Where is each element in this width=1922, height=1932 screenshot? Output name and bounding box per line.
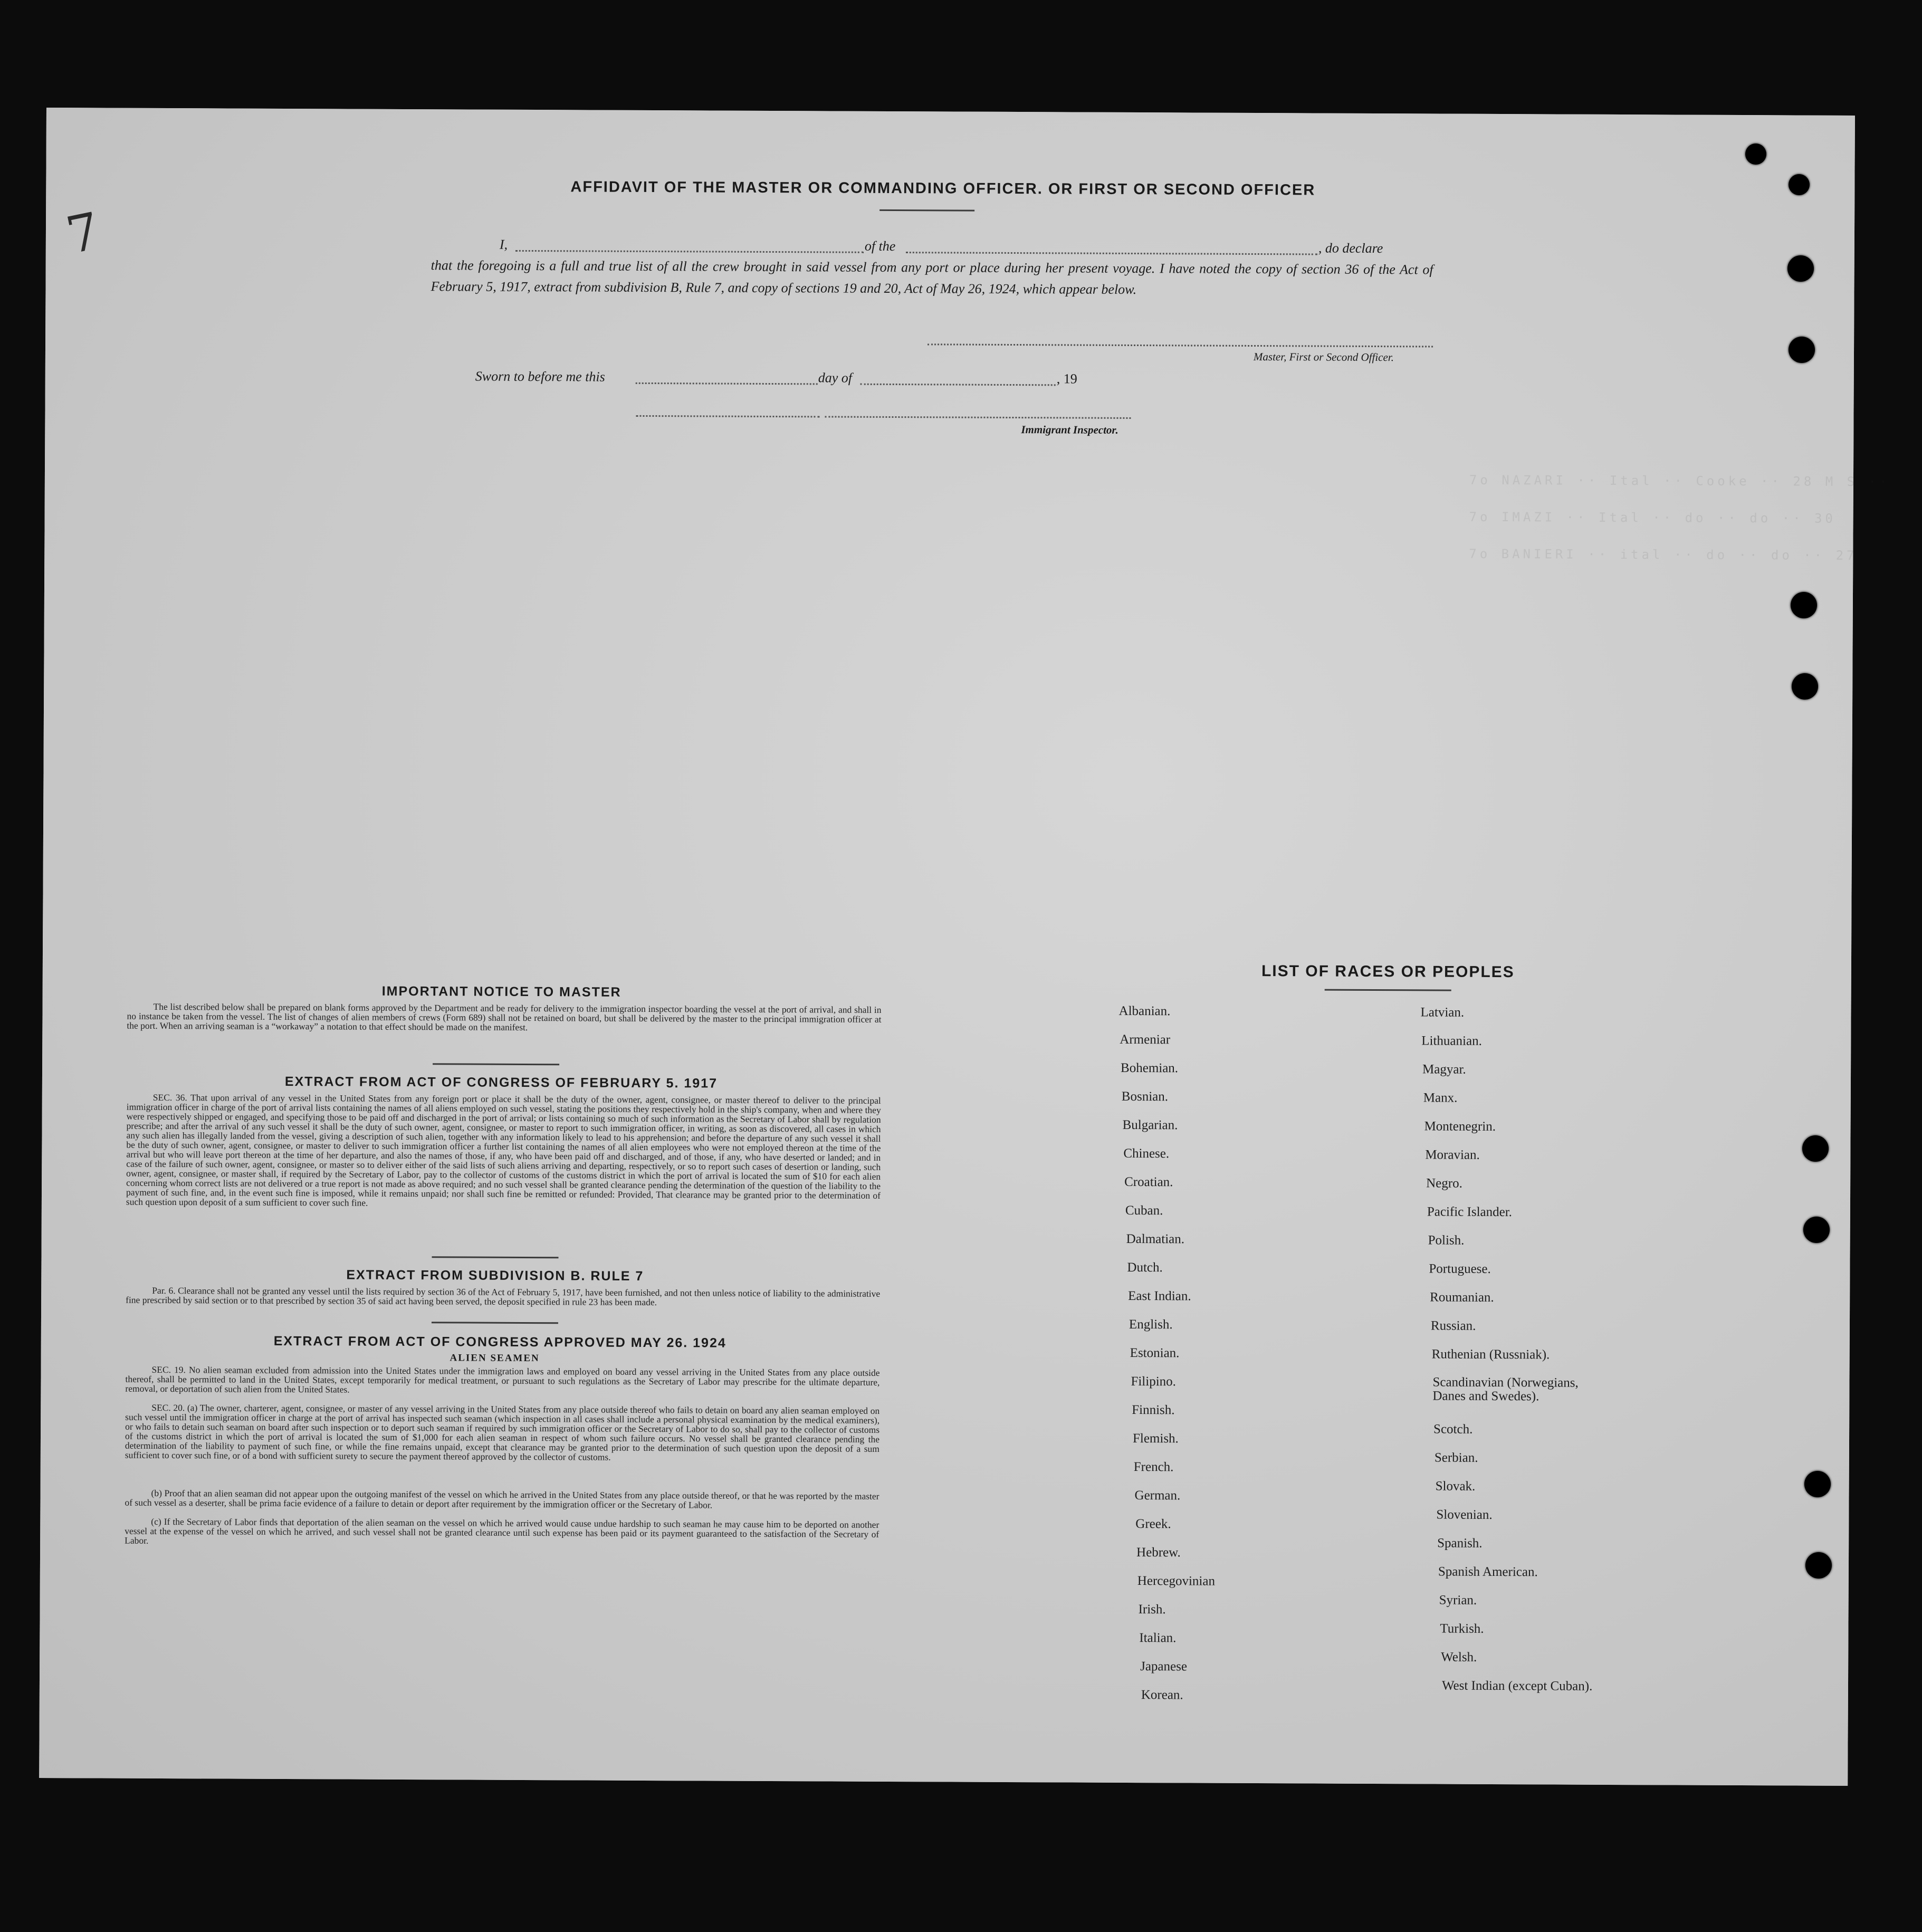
race-item: Dutch.: [1127, 1260, 1163, 1275]
sworn-year-label: , 19: [1056, 371, 1077, 387]
extract-1917-title: EXTRACT FROM ACT OF CONGRESS OF FEBRUARY 5. 1917: [284, 1074, 718, 1091]
section-divider: [433, 1063, 559, 1065]
race-item: French.: [1133, 1460, 1174, 1475]
race-item: Moravian.: [1425, 1147, 1480, 1162]
race-item: Negro.: [1426, 1176, 1462, 1191]
extract-rule7-title: EXTRACT FROM SUBDIVISION B. RULE 7: [346, 1267, 644, 1284]
master-signature-label: Master, First or Second Officer.: [1253, 350, 1394, 364]
race-item: Hercegovinian: [1137, 1574, 1216, 1589]
race-item: Portuguese.: [1429, 1261, 1491, 1276]
sworn-label: Sworn to before me this: [475, 368, 605, 385]
race-item: Scandinavian (Norwegians, Danes and Swedes).: [1432, 1375, 1579, 1404]
inspector-signature-field-2[interactable]: [825, 416, 1131, 419]
extract-1924-subtitle: ALIEN SEAMEN: [450, 1352, 540, 1364]
punch-hole: [1745, 144, 1766, 165]
affidavit-text: that the foregoing is a full and true list of all the crew brought in said vessel from any port or place during her present voyage. I have noted the copy of section 36 of the Act of February 5, 1917, extract from subdivision B, Rule 7, and copy of sections 19 and 20, Act of May 26, 1924, which appear below.: [431, 257, 1433, 298]
race-item: Cuban.: [1125, 1203, 1163, 1218]
punch-hole: [1802, 1135, 1829, 1162]
race-item: Syrian.: [1439, 1593, 1477, 1608]
inspector-signature-field-1[interactable]: [636, 415, 819, 418]
race-item: Albanian.: [1118, 1003, 1171, 1019]
race-item: Ruthenian (Russniak).: [1431, 1347, 1550, 1362]
race-item: Croatian.: [1124, 1174, 1173, 1190]
race-item: Latvian.: [1420, 1005, 1465, 1020]
punch-hole: [1787, 255, 1814, 282]
sworn-day-field[interactable]: [636, 382, 818, 385]
race-item: Filipino.: [1131, 1374, 1176, 1389]
race-item: Serbian.: [1434, 1450, 1478, 1465]
race-item: Dalmatian.: [1126, 1231, 1185, 1247]
show-through-row: 7o IMAZI ·· Ital ·· do ·· do ·· 30: [1469, 509, 1836, 526]
declare-label: , do declare: [1318, 240, 1383, 256]
race-item: Finnish.: [1132, 1403, 1175, 1418]
punch-hole: [1792, 673, 1818, 700]
race-item: Turkish.: [1440, 1621, 1484, 1636]
race-item: Japanese: [1140, 1659, 1188, 1674]
race-item: Magyar.: [1422, 1062, 1466, 1077]
sec-20a-text: SEC. 20. (a) The owner, charterer, agent, consignee, or master of any vessel arriving in the United States from any place outside thereof who fails to detain on board any alien seaman employed on such vessel until the immigration officer in charge at the port of arrival has inspected such seaman (which inspection in all cases shall include a personal physical examination by the medical examiners), or who fails to detain such seaman on board after such inspection or to deport such seaman if required by such immigration officer or the Secretary of Labor to do so, shall pay to the collector of customs of the customs district in which the port of arrival is located the sum of $1,000 for each alien seaman in respect of whom such failure occurs. No vessel shall be granted clearance pending the determination of the liability to payment of such fine, or while the fine remains unpaid, except that clearance may be granted prior to the determination of such question upon the deposit of a sum sufficient to cover such fine, or of a bond with sufficient surety to secure the payment thereof approved by the collector of customs.: [125, 1402, 880, 1462]
declarant-label: I,: [499, 236, 508, 252]
race-item: German.: [1134, 1488, 1181, 1503]
race-item: Estonian.: [1130, 1345, 1180, 1361]
notice-text: The list described below shall be prepared on blank forms approved by the Department and be ready for delivery to the immigration inspector boarding the vessel at the port of arrival, and shall in no instance be taken from the vessel. The list of changes of alien members of crews (Form 689) shall not be retained on board, but shall be delivered by the master to the principal immigration officer at the port. When an arriving seaman is a “workaway” a notation to that effect should be made on the manifest.: [127, 1001, 882, 1032]
race-item: Chinese.: [1123, 1146, 1170, 1161]
race-item: Irish.: [1138, 1602, 1166, 1617]
document-page: [39, 108, 1890, 1786]
race-item: Flemish.: [1132, 1431, 1179, 1446]
race-item: Bulgarian.: [1122, 1117, 1178, 1133]
race-item: Bosnian.: [1121, 1089, 1169, 1104]
declarant-name-field[interactable]: [515, 250, 864, 253]
inspector-signature-label: Immigrant Inspector.: [1021, 423, 1118, 436]
race-item: Spanish.: [1437, 1536, 1483, 1551]
show-through-row: 7o NAZARI ·· Ital ·· Cooke ·· 28 M S ··: [1469, 472, 1890, 490]
punch-hole: [1805, 1552, 1832, 1579]
race-item: Slovak.: [1435, 1479, 1476, 1494]
race-item: Polish.: [1428, 1233, 1465, 1248]
margin-page-number: 7: [61, 201, 105, 266]
race-item: Manx.: [1423, 1091, 1458, 1105]
race-item: Pacific Islander.: [1427, 1204, 1513, 1220]
extract-1917-text: SEC. 36. That upon arrival of any vessel in the United States from any foreign port or place it shall be the duty of the owner, agent, consignee, or master thereof to deliver to the principal immigration officer in charge of the port of arrival lists containing the names of all aliens employed on such vessel, stating the positions they respectively hold in the ship's company, when and where they were respectively shipped or engaged, and specifying those to be paid off and discharged in the port of arrival; or lists containing so much of such information as the Secretary of Labor shall by regulation prescribe; and after the arrival of any such vessel it shall be the duty of such owner, agent, consignee, or master to report to such immigration officer, in writing, as soon as discovered, all cases in which any such alien has illegally landed from the vessel, giving a description of such alien, together with any information likely to lead to his apprehension; and before the departure of any such vessel it shall be the duty of such owner, agent, consignee, or master to deliver to such immigration officer a further list containing the names of all alien employees who were not employed thereon at the time of the arrival but who will leave port thereon at the time of her departure, and also the names of those, if any, who have been paid off and discharged, and of those, if any, who have deserted or landed; and in case of the failure of such owner, agent, consignee, or master so to deliver either of the said lists of such aliens arriving and departing, respectively, or so to report such cases of desertion or landing, such owner, agent, consignee, or master shall, if required by the Secretary of Labor, pay to the collector of customs of the customs district in which the port of arrival is located the sum of $10 for each alien concerning whom correct lists are not delivered or a true report is not made as above required; and no such vessel shall be granted clearance pending the determination of the question of the liability to the payment of such fine, and, in the event such fine is imposed, while it remains unpaid; nor shall such fine be remitted or refunded: Provided, That clearance may be granted prior to the determination of such question upon deposit of a sum sufficient to cover such fine.: [126, 1092, 881, 1208]
race-item: Bohemian.: [1121, 1060, 1179, 1076]
notice-title: IMPORTANT NOTICE TO MASTER: [381, 983, 621, 1000]
sworn-line: [475, 366, 1108, 390]
race-item: Italian.: [1139, 1631, 1177, 1646]
race-item: Spanish American.: [1438, 1564, 1538, 1580]
sworn-month-field[interactable]: [860, 384, 1056, 386]
race-item: Montenegrin.: [1424, 1119, 1496, 1134]
sec-20c-text: (c) If the Secretary of Labor finds that deportation of the alien seaman on the vessel on which he arrived would cause undue hardship to such seaman he may cause him to be deported on another vessel at the expense of the vessel on which he arrived, and such vessel shall not be granted clearance until such expense has been paid or its payment guaranteed to the satisfaction of the Secretary of Labor.: [125, 1516, 879, 1546]
extract-rule7-text: Par. 6. Clearance shall not be granted any vessel until the lists required by section 36 of the Act of February 5, 1917, have been furnished, and not then unless notice of liability to the administrative fine prescribed by said section or to that prescribed by section 35 of said act having been served, the deposit specified in rule 23 has been made.: [126, 1285, 881, 1308]
race-item: Welsh.: [1441, 1650, 1477, 1665]
punch-hole: [1791, 592, 1817, 618]
affidavit-title: AFFIDAVIT OF THE MASTER OR COMMANDING OFFICER. OR FIRST OR SECOND OFFICER: [570, 178, 1316, 199]
vessel-name-field[interactable]: [906, 252, 1317, 255]
race-item: Roumanian.: [1430, 1290, 1494, 1305]
master-signature-field[interactable]: [927, 343, 1433, 347]
vessel-label: of the: [864, 238, 896, 254]
race-item: East Indian.: [1128, 1288, 1191, 1304]
race-item: West Indian (except Cuban).: [1441, 1678, 1593, 1694]
sec-20b-text: (b) Proof that an alien seaman did not appear upon the outgoing manifest of the vessel on which he arrived in the United States from any place outside thereof, or that he was reported by the master of such vessel as a deserter, shall be prima facie evidence of a failure to detain or deport after requirement by the immigration officer or the Secretary of Labor.: [125, 1487, 879, 1510]
punch-hole: [1803, 1217, 1830, 1243]
race-item: English.: [1129, 1317, 1173, 1332]
race-item: Lithuanian.: [1421, 1034, 1482, 1048]
race-item: Hebrew.: [1136, 1545, 1181, 1560]
race-item: Russian.: [1430, 1318, 1476, 1333]
race-item: Greek.: [1135, 1517, 1171, 1532]
race-item: Armeniar: [1120, 1032, 1171, 1047]
punch-hole: [1789, 174, 1810, 195]
sec-19-text: SEC. 19. No alien seaman excluded from admission into the United States under the immigration laws and employed on board any vessel arriving in the United States from any place outside thereof, shall be permitted to land in the United States, except temporarily for medical treatment, or pursuant to such regulations as the Secretary of Labor may prescribe for the ultimate departure, removal, or deportation of such alien from the United States.: [125, 1364, 880, 1395]
race-item: Slovenian.: [1436, 1507, 1493, 1522]
section-divider: [432, 1322, 558, 1324]
races-title: LIST OF RACES OR PEOPLES: [1261, 962, 1515, 981]
race-item: Scotch.: [1433, 1422, 1473, 1437]
sworn-day-of-label: day of: [818, 370, 853, 386]
title-divider: [879, 209, 974, 212]
show-through-row: 7o BANIERI ·· ital ·· do ·· do ·· 27: [1469, 546, 1858, 563]
punch-hole: [1789, 337, 1815, 363]
punch-hole: [1804, 1471, 1831, 1497]
race-item: Korean.: [1141, 1688, 1183, 1703]
section-divider: [432, 1256, 558, 1258]
extract-1924-title: EXTRACT FROM ACT OF CONGRESS APPROVED MAY 26. 1924: [273, 1333, 726, 1351]
races-title-divider: [1325, 989, 1451, 991]
